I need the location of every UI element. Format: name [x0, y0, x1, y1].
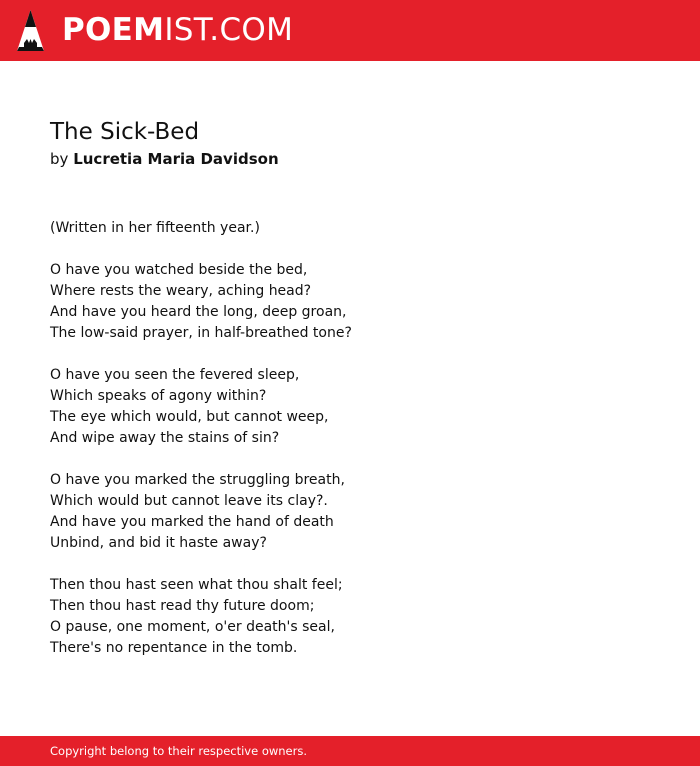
- poem-line: And have you marked the hand of death: [50, 514, 334, 530]
- poem-line: Which speaks of agony within?: [50, 388, 267, 404]
- stanza-gap: [50, 554, 650, 575]
- poem-line: Then thou hast read thy future doom;: [50, 598, 315, 614]
- poem-line: Then thou hast seen what thou shalt feel;: [50, 577, 343, 593]
- stanza-gap: [50, 239, 650, 260]
- poem-author: Lucretia Maria Davidson: [73, 150, 279, 168]
- poem-body: [50, 218, 650, 659]
- poem-line: O pause, one moment, o'er death's seal,: [50, 619, 335, 635]
- poem-line: Unbind, and bid it haste away?: [50, 535, 267, 551]
- site-footer: [0, 736, 700, 766]
- stanza-gap: [50, 449, 650, 470]
- site-header: [0, 0, 700, 61]
- poem-line: Where rests the weary, aching head?: [50, 283, 312, 299]
- poem-line: The low-said prayer, in half-breathed tone?: [50, 325, 352, 341]
- poem-line: O have you marked the struggling breath,: [50, 472, 345, 488]
- poem-line: There's no repentance in the tomb.: [50, 640, 298, 656]
- poem-line: And have you heard the long, deep groan,: [50, 304, 347, 320]
- site-logo[interactable]: [62, 11, 293, 49]
- stanza-gap: [50, 344, 650, 365]
- copyright-text: Copyright belong to their respective owners.: [50, 744, 308, 758]
- poem-line: Which would but cannot leave its clay?.: [50, 493, 328, 509]
- poem-line: O have you watched beside the bed,: [50, 262, 308, 278]
- poem-intro: (Written in her fifteenth year.): [50, 220, 260, 236]
- poem-line: And wipe away the stains of sin?: [50, 430, 280, 446]
- poem-byline: [50, 149, 279, 169]
- logo-light-text: IST.COM: [164, 12, 294, 48]
- logo-bold-text: POEM: [62, 12, 165, 48]
- poem-line: The eye which would, but cannot weep,: [50, 409, 329, 425]
- poem-title: The Sick-Bed: [50, 119, 200, 145]
- poem-line: O have you seen the fevered sleep,: [50, 367, 300, 383]
- by-label: by: [50, 150, 69, 168]
- pencil-tip-icon[interactable]: [17, 10, 44, 51]
